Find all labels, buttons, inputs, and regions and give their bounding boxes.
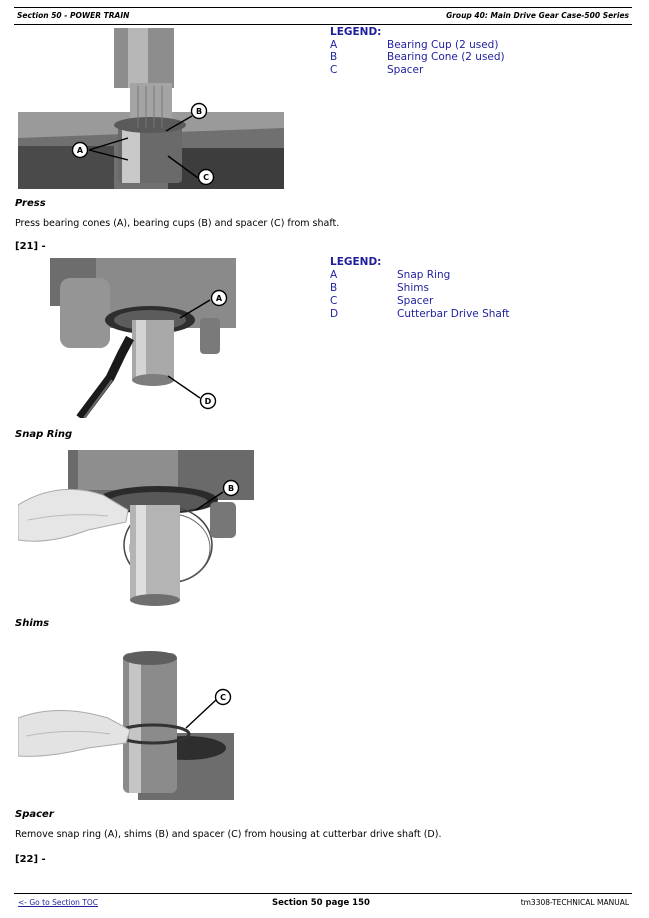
svg-text:A: A <box>215 294 223 303</box>
press-illustration <box>18 28 284 189</box>
svg-text:D: D <box>204 397 212 406</box>
svg-text:A: A <box>76 146 84 155</box>
callout-c <box>216 690 231 705</box>
header-rule-top <box>14 7 632 8</box>
callout-d <box>201 394 216 409</box>
step-number: [21] - <box>15 241 46 252</box>
legend-value: Bearing Cone (2 used) <box>387 51 505 63</box>
svg-text:B: B <box>195 107 203 116</box>
callout-a <box>73 143 88 158</box>
section-toc-link[interactable]: <- Go to Section TOC <box>18 898 99 907</box>
callout-b <box>224 481 239 496</box>
legend-key: A <box>330 269 338 281</box>
figure-caption: Shims <box>15 618 50 629</box>
callout-c <box>199 170 214 185</box>
legend-value: Spacer <box>397 295 434 307</box>
legend-title: LEGEND: <box>330 256 382 268</box>
spacer-photo <box>18 648 234 800</box>
footer-toc-link-wrap <box>18 898 98 907</box>
footer-manual-id: tm3308-TECHNICAL MANUAL <box>520 898 629 907</box>
svg-text:C: C <box>203 173 209 182</box>
header-section-title: Section 50 - POWER TRAIN <box>17 11 130 20</box>
callout-a <box>212 291 227 306</box>
footer-rule <box>14 893 632 894</box>
figure-caption: Snap Ring <box>15 429 73 440</box>
press-photo <box>18 28 284 189</box>
figure-caption: Spacer <box>15 809 54 820</box>
shims-illustration <box>18 450 254 608</box>
legend-key: D <box>330 308 339 320</box>
step-number: [22] - <box>15 854 46 865</box>
legend-value: Cutterbar Drive Shaft <box>397 308 510 320</box>
legend-value: Snap Ring <box>397 269 451 281</box>
callout-b <box>192 104 207 119</box>
legend-key: B <box>330 51 338 63</box>
instruction-text: Remove snap ring (A), shims (B) and spacer (C) from housing at cutterbar drive shaft (D). <box>15 829 442 840</box>
header-group-title: Group 40: Main Drive Gear Case-500 Series <box>446 11 629 20</box>
legend-key: B <box>330 282 338 294</box>
legend-key: A <box>330 39 338 51</box>
snap-ring-photo <box>50 258 236 418</box>
spacer-illustration <box>18 648 234 800</box>
legend-value: Bearing Cup (2 used) <box>387 39 499 51</box>
legend-title: LEGEND: <box>330 26 382 38</box>
legend-key: C <box>330 64 338 76</box>
figure-caption: Press <box>15 198 46 209</box>
legend-value: Shims <box>397 282 429 294</box>
instruction-text: Press bearing cones (A), bearing cups (B) and spacer (C) from shaft. <box>15 218 340 229</box>
legend-key: C <box>330 295 338 307</box>
svg-text:C: C <box>220 693 226 702</box>
legend-value: Spacer <box>387 64 424 76</box>
svg-text:B: B <box>227 484 235 493</box>
header-rule-bottom <box>14 24 632 25</box>
snap-ring-illustration <box>50 258 236 418</box>
footer-page-number: Section 50 page 150 <box>272 898 370 908</box>
shims-photo <box>18 450 254 608</box>
